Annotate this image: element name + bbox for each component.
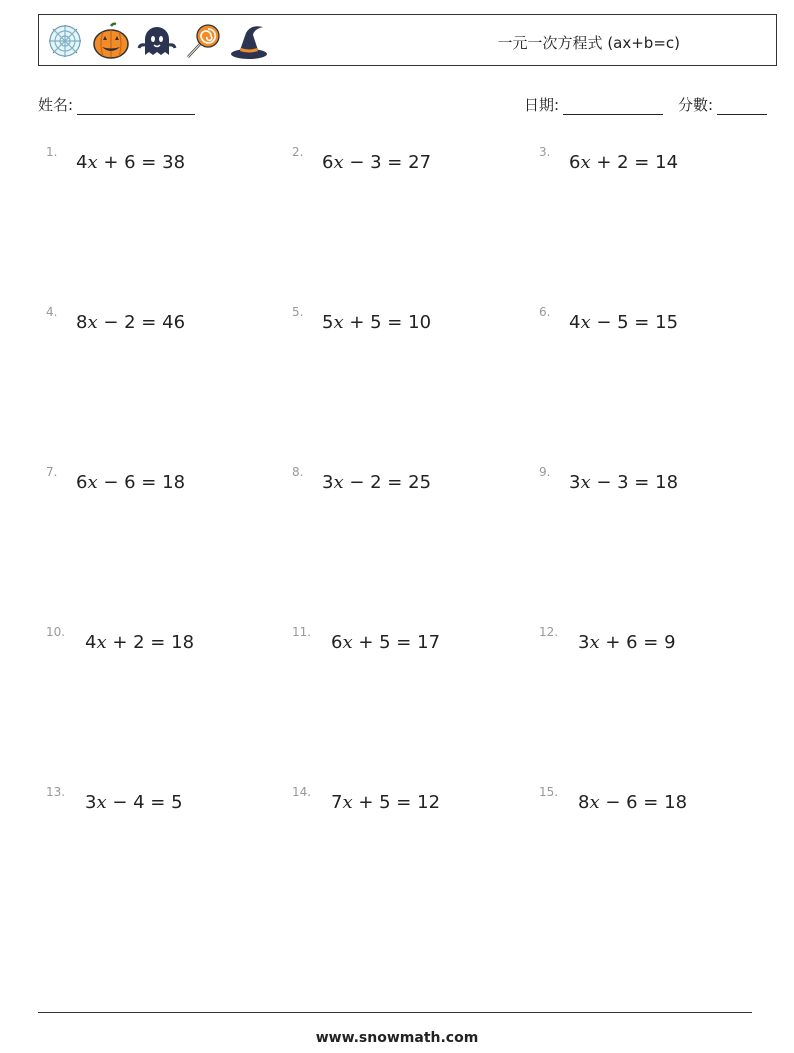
problem-number: 3. — [539, 145, 551, 159]
problem-number: 14. — [292, 785, 312, 799]
problem-item — [539, 305, 779, 335]
problem-item — [292, 785, 532, 815]
date-label: 日期: — [524, 96, 560, 114]
problem-equation: 4x + 2 = 18 — [85, 632, 195, 653]
problem-equation: 3x + 6 = 9 — [578, 632, 676, 653]
problem-number: 15. — [539, 785, 559, 799]
problem-item — [292, 305, 532, 335]
spider-web-icon — [45, 21, 85, 61]
date-line[interactable] — [563, 100, 663, 115]
problem-equation: 3x − 3 = 18 — [569, 472, 679, 493]
problem-item — [292, 145, 532, 175]
witch-hat-icon — [229, 21, 269, 61]
problem-equation: 6x + 2 = 14 — [569, 152, 679, 173]
score-label: 分數: — [678, 96, 714, 114]
problem-number: 9. — [539, 465, 551, 479]
problem-number: 4. — [46, 305, 58, 319]
problem-number: 5. — [292, 305, 304, 319]
problem-number: 12. — [539, 625, 559, 639]
problem-item — [539, 145, 779, 175]
name-label: 姓名: — [38, 96, 74, 114]
problem-number: 13. — [46, 785, 66, 799]
problem-number: 11. — [292, 625, 312, 639]
problem-equation: 5x + 5 = 10 — [322, 312, 432, 333]
pumpkin-icon — [91, 21, 131, 61]
problem-equation: 3x − 4 = 5 — [85, 792, 183, 813]
score-field[interactable] — [678, 94, 767, 115]
problem-item — [46, 305, 286, 335]
problem-item — [46, 625, 286, 655]
problem-number: 2. — [292, 145, 304, 159]
problem-equation: 6x − 6 = 18 — [76, 472, 186, 493]
header-icons — [45, 19, 269, 63]
ghost-icon — [137, 21, 177, 61]
problem-item — [292, 625, 532, 655]
problem-item — [46, 785, 286, 815]
name-line[interactable] — [77, 100, 195, 115]
footer-divider — [38, 1012, 752, 1013]
score-line[interactable] — [717, 100, 767, 115]
problem-number: 10. — [46, 625, 66, 639]
problem-equation: 4x + 6 = 38 — [76, 152, 186, 173]
problem-number: 6. — [539, 305, 551, 319]
header-box — [38, 14, 777, 66]
problem-equation: 8x − 2 = 46 — [76, 312, 186, 333]
problem-equation: 4x − 5 = 15 — [569, 312, 679, 333]
problem-equation: 8x − 6 = 18 — [578, 792, 688, 813]
problem-item — [539, 465, 779, 495]
problem-equation: 7x + 5 = 12 — [331, 792, 441, 813]
problem-equation: 6x − 3 = 27 — [322, 152, 432, 173]
problem-equation: 6x + 5 = 17 — [331, 632, 441, 653]
problem-number: 1. — [46, 145, 58, 159]
problem-item — [539, 625, 779, 655]
worksheet-title: 一元一次方程式 (ax+b=c) — [497, 34, 680, 52]
footer-site: www.snowmath.com — [315, 1030, 479, 1046]
problem-number: 8. — [292, 465, 304, 479]
date-field[interactable] — [524, 94, 663, 115]
problem-item — [46, 145, 286, 175]
name-field[interactable] — [38, 94, 195, 115]
lollipop-icon — [183, 21, 223, 61]
problem-item — [539, 785, 779, 815]
problem-number: 7. — [46, 465, 58, 479]
problem-item — [292, 465, 532, 495]
problem-equation: 3x − 2 = 25 — [322, 472, 432, 493]
problem-item — [46, 465, 286, 495]
